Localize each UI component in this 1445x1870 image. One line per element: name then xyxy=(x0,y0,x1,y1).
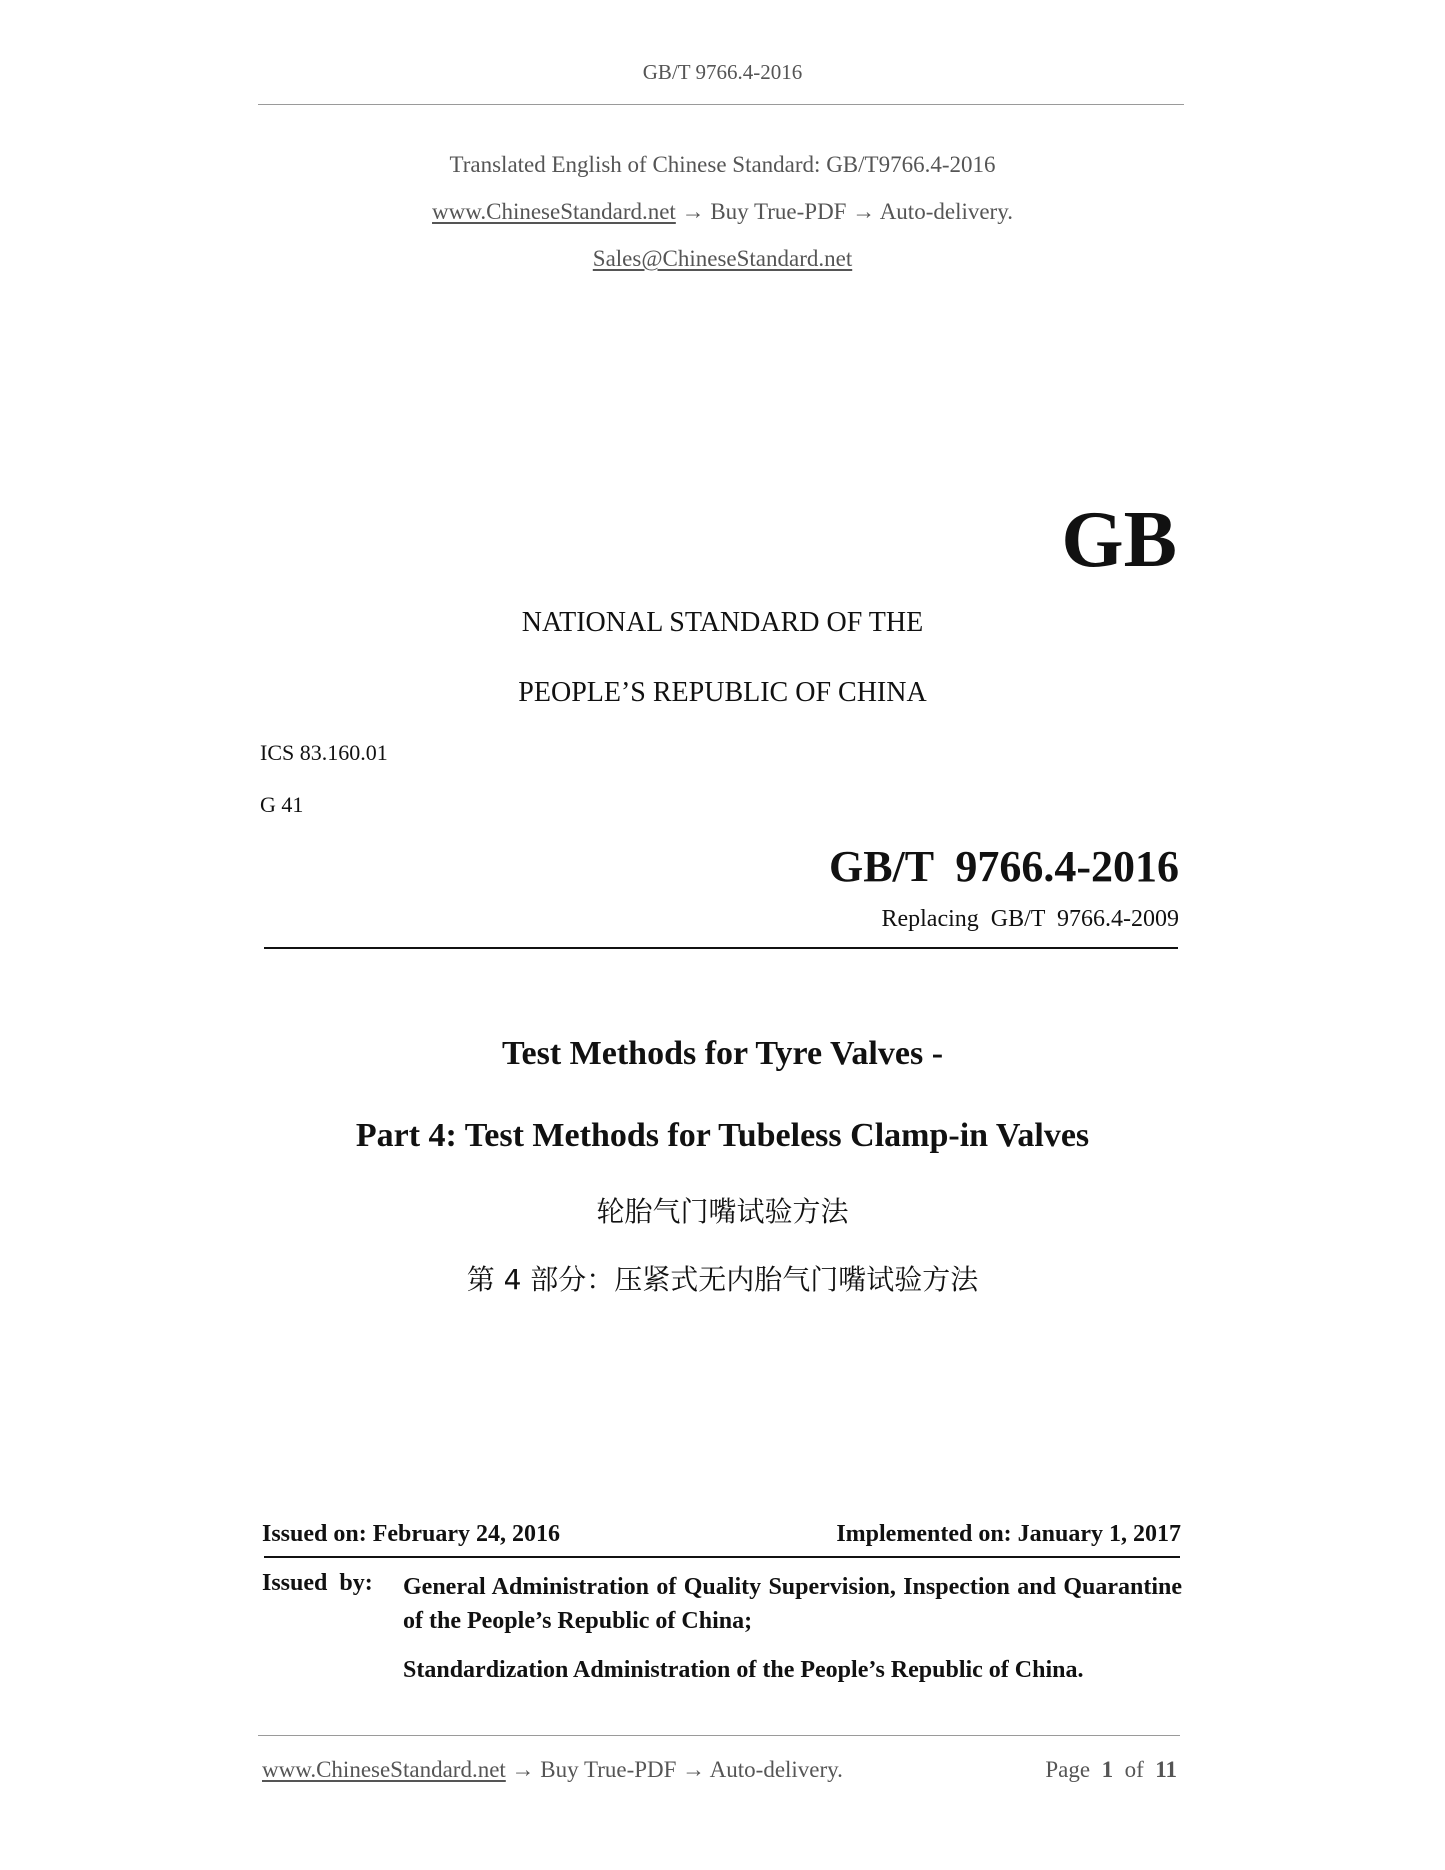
page-total: 11 xyxy=(1155,1757,1177,1782)
title-cn-line-2: 第 4 部分：压紧式无内胎气门嘴试验方法 xyxy=(466,1263,979,1296)
issuer-2: Standardization Administration of the People’s Republic of China. xyxy=(403,1657,1084,1683)
national-standard-line-2: PEOPLE’S REPUBLIC OF CHINA xyxy=(518,677,927,708)
title-en-line-2: Part 4: Test Methods for Tubeless Clamp-in Valves xyxy=(355,1117,1090,1154)
issuer-1: General Administration of Quality Supervision, Inspection and Quarantine of the People’s Republic of China; xyxy=(403,1574,1182,1634)
footer-rule xyxy=(258,1735,1180,1736)
promo-line-2-text: → Buy True-PDF → Auto-delivery. xyxy=(681,199,1013,224)
issued-on: Issued on: February 24, 2016 xyxy=(262,1521,561,1547)
standard-number: GB/T 9766.4-2016 xyxy=(828,842,1179,891)
page-label: Page xyxy=(1045,1757,1091,1782)
title-rule xyxy=(264,947,1178,949)
category-code: G 41 xyxy=(260,792,304,817)
footer-site-link[interactable]: www.ChineseStandard.net xyxy=(262,1757,506,1782)
running-header: GB/T 9766.4-2016 xyxy=(642,60,803,84)
promo-line-3 xyxy=(0,246,1445,272)
dates-rule xyxy=(264,1556,1180,1558)
page-indicator xyxy=(1045,1757,1177,1783)
implemented-on: Implemented on: January 1, 2017 xyxy=(836,1521,1181,1547)
footer-left xyxy=(262,1757,843,1783)
site-link[interactable]: www.ChineseStandard.net xyxy=(432,199,676,224)
email-link[interactable]: Sales@ChineseStandard.net xyxy=(592,246,853,271)
promo-line-2 xyxy=(0,199,1445,225)
issued-by-label: Issued by: xyxy=(262,1570,373,1596)
title-en-line-1: Test Methods for Tyre Valves - xyxy=(501,1035,944,1072)
footer-text: → Buy True-PDF → Auto-delivery. xyxy=(511,1757,843,1782)
ics-code: ICS 83.160.01 xyxy=(260,740,388,765)
replacing-standard: Replacing GB/T 9766.4-2009 xyxy=(881,906,1179,932)
page-of: of xyxy=(1124,1757,1144,1782)
header-rule xyxy=(258,104,1184,105)
promo-line-1: Translated English of Chinese Standard: GB/T9766.4-2016 xyxy=(449,152,996,177)
gb-mark: GB xyxy=(1061,496,1177,584)
national-standard-line-1: NATIONAL STANDARD OF THE xyxy=(521,607,924,638)
title-cn-line-1: 轮胎气门嘴试验方法 xyxy=(596,1195,849,1228)
page-current: 1 xyxy=(1101,1757,1114,1782)
